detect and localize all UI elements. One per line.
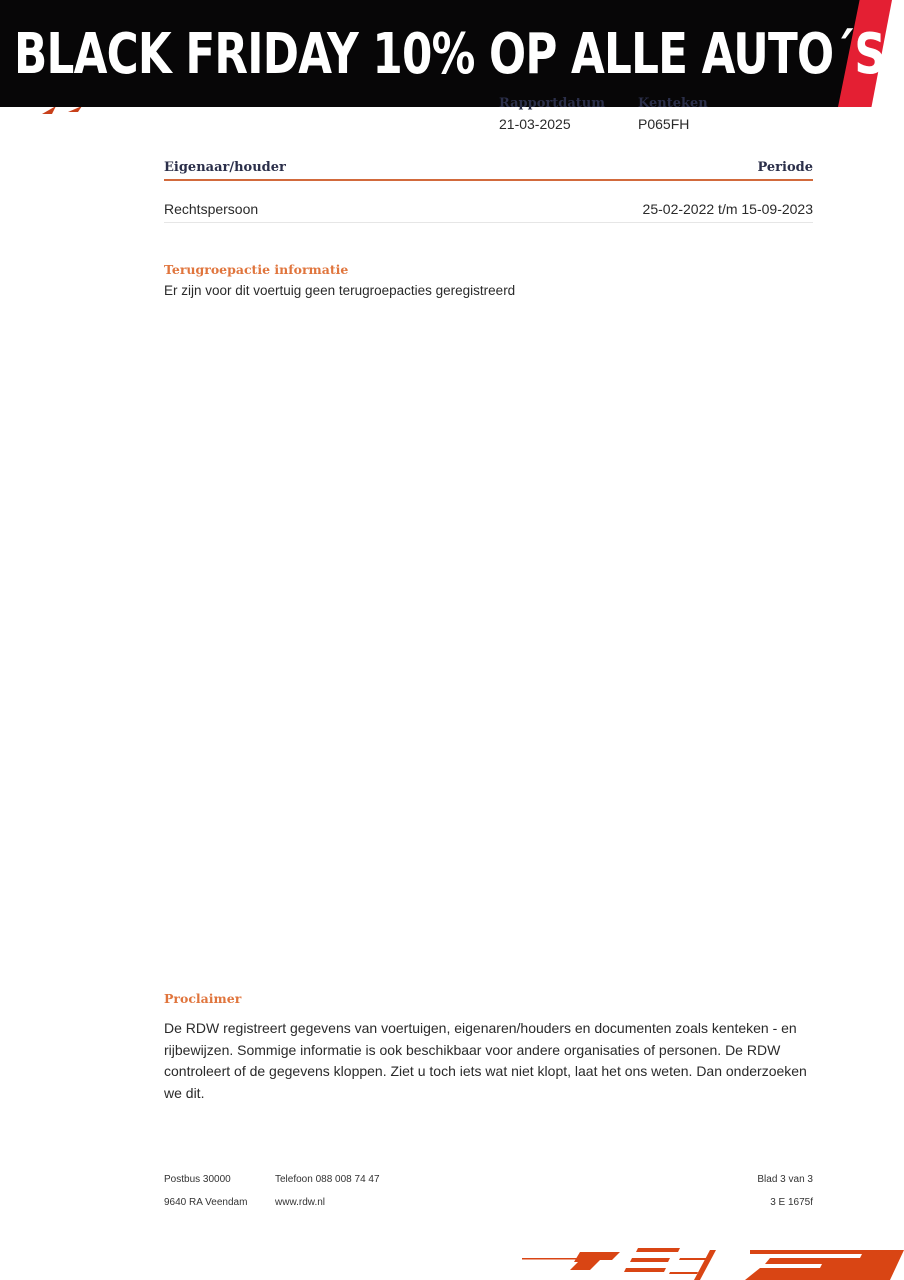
- header-period: Periode: [757, 160, 813, 175]
- footer-phone: Telefoon 088 008 74 47: [275, 1174, 380, 1185]
- recall-text: Er zijn voor dit voertuig geen terugroepacties geregistreerd: [164, 283, 516, 298]
- rdw-logo-icon: [520, 1240, 904, 1280]
- header-owner: Eigenaar/houder: [164, 160, 286, 175]
- banner-text: BLACK FRIDAY 10% OP ALLE AUTO´S: [14, 22, 886, 87]
- cell-owner: Rechtspersoon: [164, 201, 259, 217]
- promo-banner: [0, 0, 904, 107]
- report-date-value: 21-03-2025: [499, 116, 571, 132]
- footer-website[interactable]: www.rdw.nl: [275, 1197, 326, 1208]
- license-plate-value: P065FH: [638, 116, 690, 132]
- table-row: [164, 181, 813, 223]
- owner-table: [164, 160, 813, 223]
- footer-page-number: Blad 3 van 3: [757, 1174, 813, 1185]
- proclaimer-text: De RDW registreert gegevens van voertuigen, eigenaren/houders en documenten zoals kenteken - en rijbewijzen. Sommige informatie is ook beschikbaar voor andere organisaties of personen. De RDW controleert of de gegevens kloppen. Ziet u toch iets wat niet klopt, laat het ons weten. Dan onderzoeken we dit.: [164, 1020, 807, 1101]
- footer-address: 9640 RA Veendam: [164, 1197, 248, 1208]
- license-plate-label: Kenteken: [638, 96, 708, 111]
- cell-period: 25-02-2022 t/m 15-09-2023: [642, 201, 813, 217]
- report-date: [499, 96, 605, 132]
- owner-table-header: [164, 160, 813, 181]
- footer-code: 3 E 1675f: [770, 1197, 813, 1208]
- report-date-label: Rapportdatum: [499, 96, 605, 111]
- proclaimer-title: Proclaimer: [164, 991, 242, 1006]
- footer-postbus: Postbus 30000: [164, 1174, 231, 1185]
- recall-title: Terugroepactie informatie: [164, 262, 349, 277]
- license-plate: [638, 96, 708, 132]
